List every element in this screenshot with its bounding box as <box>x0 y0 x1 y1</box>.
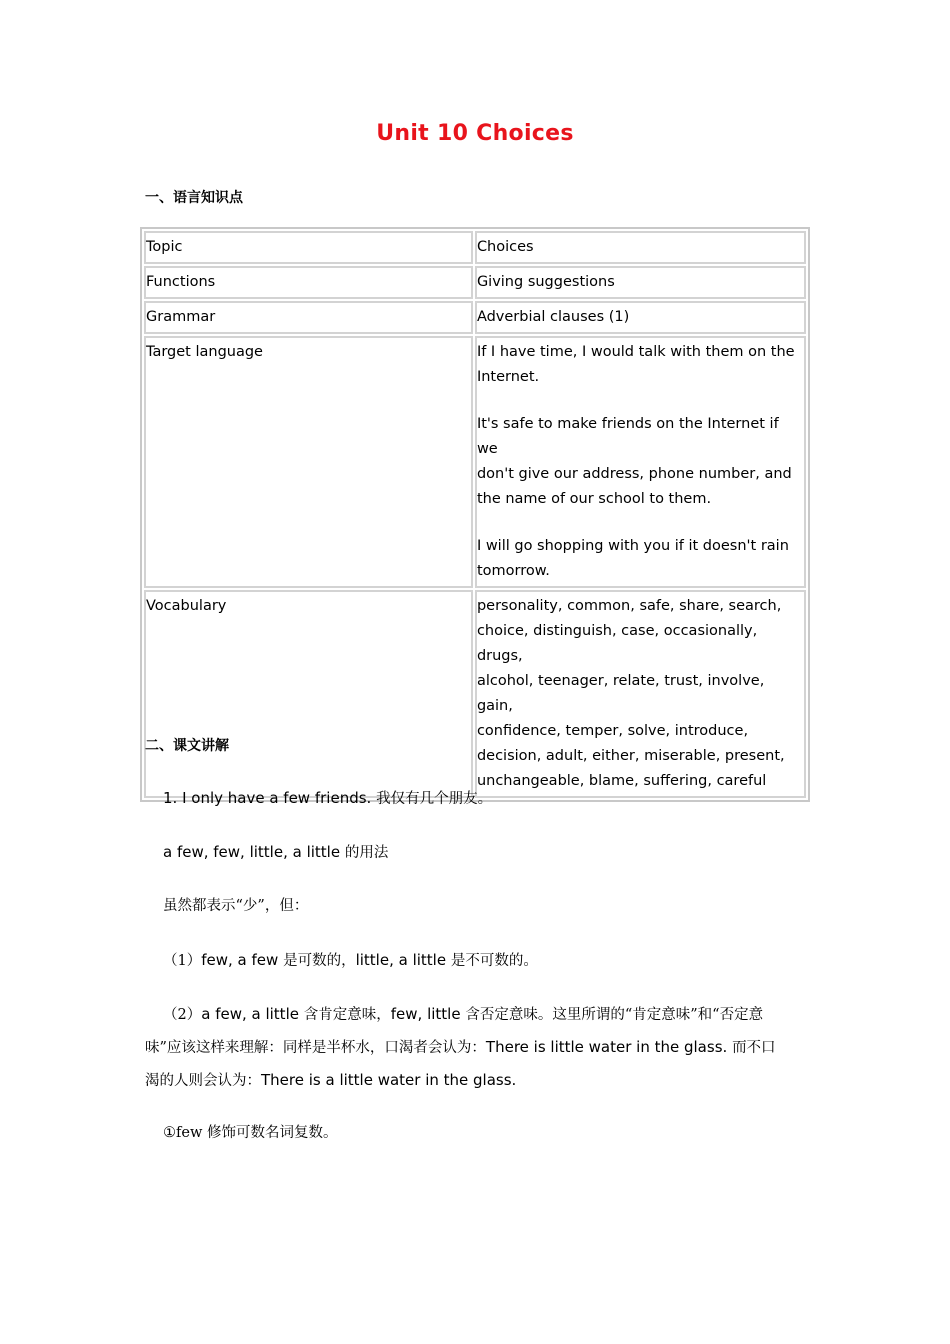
paragraph-1 <box>163 782 823 815</box>
example-sentence-line: Internet. <box>476 369 540 385</box>
text-cn: 是可数的， <box>283 953 356 969</box>
table-row <box>144 301 806 334</box>
vocabulary-line: unchangeable, blame, suffering, careful <box>476 773 767 789</box>
vocabulary-line: personality, common, safe, share, search, <box>476 598 782 614</box>
row-value: Giving suggestions <box>475 266 806 299</box>
table-row <box>144 590 806 798</box>
vocabulary-cell <box>475 590 806 798</box>
row-label: Functions <box>144 266 473 299</box>
target-language-cell <box>475 336 806 588</box>
vocabulary-line: confidence, temper, solve, introduce, <box>476 723 749 739</box>
sentence-cn: 我仅有几个朋友。 <box>376 791 493 807</box>
text-cn: 味”应该这样来理解：同样是半杯水，口渴者会认为： <box>145 1040 486 1056</box>
text-cn: 而不口 <box>732 1040 776 1056</box>
paragraph-2 <box>163 836 823 869</box>
row-label: Target language <box>144 336 473 588</box>
text-en: There is little water in the glass. <box>485 1038 728 1056</box>
vocabulary-line: alcohol, teenager, relate, trust, involve, gain, <box>476 673 765 714</box>
row-label: Vocabulary <box>144 590 473 798</box>
text-en: few, little <box>390 1005 461 1023</box>
text-en: a few, few, little, a little <box>163 843 341 861</box>
row-value: Choices <box>475 231 806 264</box>
text-cn: （2） <box>163 1007 202 1023</box>
table-row <box>144 336 806 588</box>
knowledge-table <box>140 227 810 802</box>
text-en: few, a few <box>201 951 279 969</box>
text-cn: （1） <box>163 953 202 969</box>
example-sentence-line: I will go shopping with you if it doesn't rain <box>476 538 789 554</box>
text-cn: 含肯定意味， <box>303 1007 391 1023</box>
row-label: Grammar <box>144 301 473 334</box>
table-row <box>144 231 806 264</box>
example-sentence-line: don't give our address, phone number, and <box>476 466 792 482</box>
text-en: a few, a little <box>201 1005 299 1023</box>
vocabulary-line: choice, distinguish, case, occasionally, drugs, <box>476 623 758 664</box>
row-value: Adverbial clauses (1) <box>475 301 806 334</box>
sentence-en: 1. I only have a few friends. <box>163 789 372 807</box>
text-cn: 含否定意味。这里所谓的“肯定意味”和“否定意 <box>465 1007 764 1023</box>
example-sentence-line: If I have time, I would talk with them on the <box>476 344 795 360</box>
text-cn: 是不可数的。 <box>450 953 538 969</box>
paragraph-4 <box>163 944 823 977</box>
section-heading-knowledge: 一、语言知识点 <box>145 190 243 206</box>
example-sentence-line: tomorrow. <box>476 563 550 579</box>
text-en: There is a little water in the glass. <box>261 1071 517 1089</box>
row-label: Topic <box>144 231 473 264</box>
paragraph-5 <box>145 998 805 1097</box>
vocabulary-line: decision, adult, either, miserable, present, <box>476 748 785 764</box>
table-row <box>144 266 806 299</box>
text-en: little, a little <box>355 951 447 969</box>
text-cn: 的用法 <box>344 845 389 861</box>
document-title: Unit 10 Choices <box>376 121 574 146</box>
paragraph-3: 虽然都表示“少”，但： <box>163 898 309 914</box>
section-heading-text-explanation: 二、课文讲解 <box>145 738 229 754</box>
example-sentence-line: the name of our school to them. <box>476 491 712 507</box>
example-sentence-line: It's safe to make friends on the Internet if we <box>476 416 779 457</box>
text-cn: 渴的人则会认为： <box>145 1073 261 1089</box>
paragraph-6: ①few 修饰可数名词复数。 <box>163 1125 338 1141</box>
